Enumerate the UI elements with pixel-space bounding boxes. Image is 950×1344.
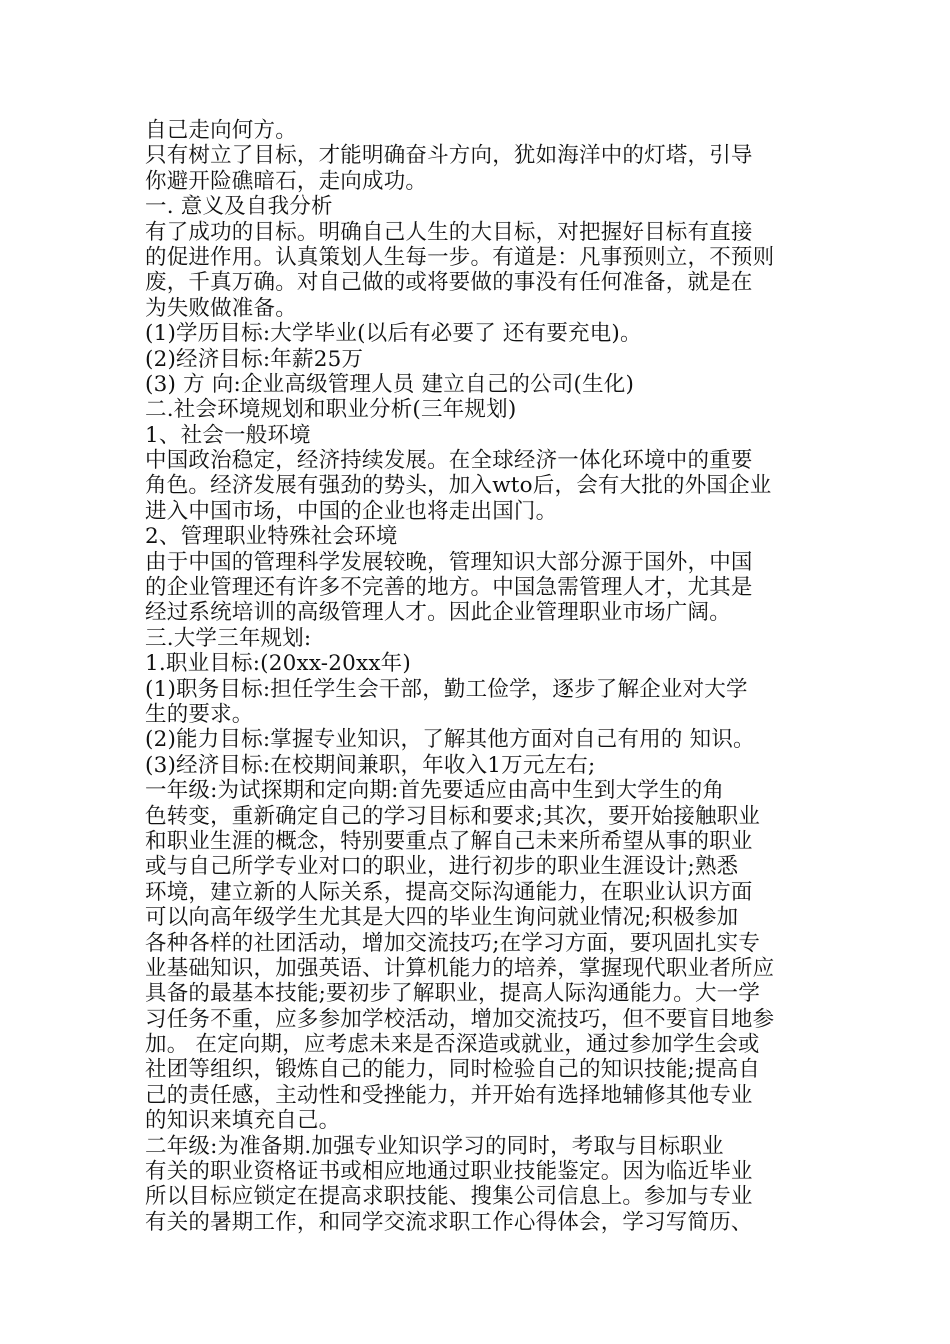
document-body [145, 118, 815, 1235]
text-line: 由于中国的管理科学发展较晚，管理知识大部分源于国外，中国 [145, 549, 753, 575]
section-heading: 一. 意义及自我分析 [145, 194, 333, 220]
text-block [145, 118, 815, 1235]
text-line: 和职业生涯的概念，特别要重点了解自己未来所希望从事的职业 [145, 828, 753, 854]
text-line: 的知识来填充自己。 [145, 1108, 341, 1134]
list-item: (1)学历目标:大学毕业(以后有必要了 还有要充电)。 [145, 321, 642, 347]
text-line: 有了成功的目标。明确自己人生的大目标，对把握好目标有直接 [145, 219, 753, 245]
text-line: 己的责任感，主动性和受挫能力，并开始有选择地辅修其他专业 [145, 1082, 753, 1108]
text-line: 的促进作用。认真策划人生每一步。有道是：凡事预则立，不预则 [145, 244, 775, 270]
text-line: 社团等组织，锻炼自己的能力，同时检验自己的知识技能;提高自 [145, 1057, 761, 1083]
text-line: 为失败做准备。 [145, 295, 297, 321]
section-heading: 二.社会环境规划和职业分析(三年规划) [145, 397, 517, 423]
subsection-heading: 1、社会一般环境 [145, 422, 311, 448]
list-item: (2)经济目标:年薪25万 [145, 346, 364, 372]
text-line: 一年级:为试探期和定向期:首先要适应由高中生到大学生的角 [145, 778, 725, 804]
text-line: 废，千真万确。对自己做的或将要做的事没有任何准备，就是在 [145, 270, 753, 296]
text-line: 有关的暑期工作，和同学交流求职工作心得体会，学习写简历、 [145, 1209, 753, 1235]
text-line: 的企业管理还有许多不完善的地方。中国急需管理人才，尤其是 [145, 575, 753, 601]
section-heading: 三.大学三年规划: [145, 625, 312, 651]
text-line: 或与自己所学专业对口的职业，进行初步的职业生涯设计;熟悉 [145, 854, 739, 880]
text-line: 所以目标应锁定在提高求职技能、搜集公司信息上。参加与专业 [145, 1184, 753, 1210]
text-line: 习任务不重，应多参加学校活动，增加交流技巧，但不要盲目地参 [145, 1006, 775, 1032]
text-line: 进入中国市场，中国的企业也将走出国门。 [145, 498, 558, 524]
text-line: 各种各样的社团活动，增加交流技巧;在学习方面，要巩固扎实专 [145, 930, 761, 956]
text-line: 你避开险礁暗石，走向成功。 [145, 168, 428, 194]
text-line: 业基础知识，加强英语、计算机能力的培养，掌握现代职业者所应 [145, 955, 775, 981]
list-item: (3) 方 向:企业高级管理人员 建立自己的公司(生化) [145, 371, 635, 397]
text-line: 色转变，重新确定自己的学习目标和要求;其次，要开始接触职业 [145, 803, 761, 829]
subsection-heading: 1.职业目标:(20xx-20xx年) [145, 651, 411, 677]
text-line: 中国政治稳定，经济持续发展。在全球经济一体化环境中的重要 [145, 448, 753, 474]
list-item: (3)经济目标:在校期间兼职，年收入1万元左右; [145, 752, 596, 778]
text-line: 自己走向何方。 [145, 118, 297, 143]
subsection-heading: 2、管理职业特殊社会环境 [145, 524, 398, 550]
text-line: 加。 在定向期，应考虑未来是否深造或就业，通过参加学生会或 [145, 1032, 760, 1058]
text-line: 有关的职业资格证书或相应地通过职业技能鉴定。因为临近毕业 [145, 1159, 753, 1185]
text-line: 可以向高年级学生尤其是大四的毕业生询问就业情况;积极参加 [145, 905, 739, 931]
text-line: 生的要求。 [145, 701, 254, 727]
text-line: 只有树立了目标，才能明确奋斗方向，犹如海洋中的灯塔，引导 [145, 143, 753, 169]
text-line: 具备的最基本技能;要初步了解职业，提高人际沟通能力。大一学 [145, 981, 761, 1007]
text-line: 二年级:为准备期.加强专业知识学习的同时，考取与目标职业 [145, 1133, 724, 1159]
text-line: 经过系统培训的高级管理人才。因此企业管理职业市场广阔。 [145, 600, 731, 626]
list-item: (2)能力目标:掌握专业知识，了解其他方面对自己有用的 知识。 [145, 727, 755, 753]
list-item: (1)职务目标:担任学生会干部，勤工俭学，逐步了解企业对大学 [145, 676, 748, 702]
text-line: 角色。经济发展有强劲的势头，加入wto后，会有大批的外国企业 [145, 473, 772, 499]
text-line: 环境，建立新的人际关系，提高交际沟通能力，在职业认识方面 [145, 879, 753, 905]
